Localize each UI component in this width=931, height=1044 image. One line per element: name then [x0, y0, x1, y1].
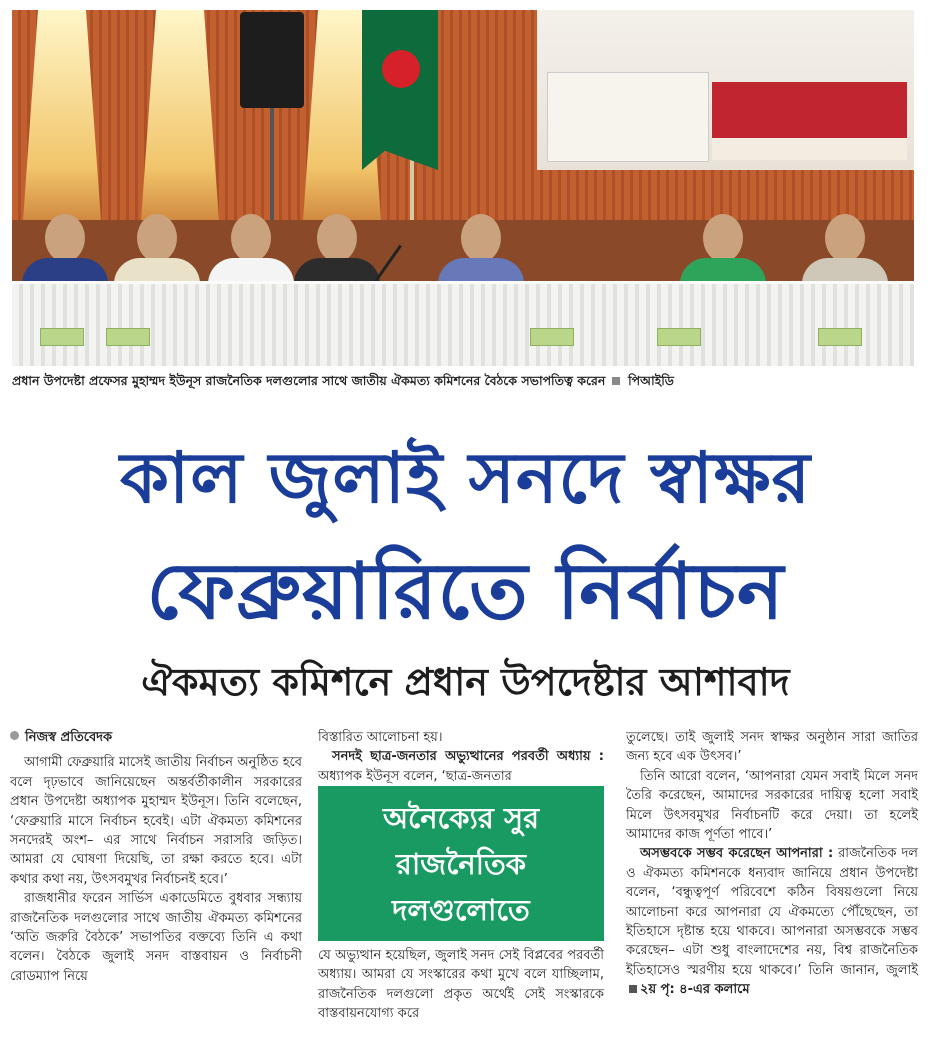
nameplate [40, 328, 84, 346]
headline-line-2: ফেব্রুয়ারিতে নির্বাচন [146, 547, 785, 637]
paragraph: বিস্তারিত আলোচনা হয়। [318, 730, 443, 745]
conference-table [12, 281, 914, 366]
speaker-stand [270, 108, 274, 228]
paragraph-text: অধ্যাপক ইউনূস বলেন, ‘ছাত্র-জনতার [318, 768, 512, 784]
jump-text: ২য় পৃ: ৪-এর কলামে [640, 982, 750, 998]
byline [10, 728, 302, 747]
square-bullet-icon [612, 377, 620, 385]
nameplate [530, 328, 574, 346]
square-bullet-icon [629, 985, 637, 993]
bangladesh-flag [362, 10, 438, 170]
headline-line-1: কাল জুলাই সনদে স্বাক্ষর [119, 437, 812, 519]
projection-screen [537, 10, 914, 170]
nameplate [106, 328, 150, 346]
nameplate [818, 328, 862, 346]
caption-text: প্রধান উপদেষ্টা প্রফেসর মুহাম্মদ ইউনূস রাজনৈতিক দলগুলোর সাথে জাতীয় ঐকমত্য কমিশনের বৈঠকে সভাপতিত্ব করেন [12, 373, 606, 388]
subhead: সনদই ছাত্র-জনতার অভ্যুত্থানের পরবর্তী অধ্যায় : [332, 749, 604, 765]
paragraph-with-subhead [626, 844, 918, 999]
paragraph: তুলেছে। তাই জুলাই সনদ স্বাক্ষর অনুষ্ঠান সারা জাতির জন্য হবে এক উৎসব।’ [626, 730, 918, 765]
article-column-2-bottom [318, 946, 604, 1024]
reporter-name: নিজস্ব প্রতিবেদক [25, 730, 113, 745]
paragraph-with-subhead [318, 747, 604, 786]
photo-credit: পিআইডি [628, 373, 674, 388]
news-photo [12, 10, 914, 366]
pull-quote-line: অনৈক্যের সুর [382, 800, 540, 835]
bullet-dot-icon [10, 731, 19, 740]
paragraph-text: রাজনৈতিক দল ও ঐকমত্য কমিশনকে ধন্যবাদ জানিয়ে প্রধান উপদেষ্টা বলেন, ‘বন্ধুত্বপূর্ণ পরিবেশে কঠিন বিষয়গুলো নিয়ে আলোচনা করে আপনারা যে ঐকমত্যে পৌঁছেছেন, তা ইতিহাসে দৃষ্টান্ত হয়ে থাকবে। আপনারা অসম্ভবকে সম্ভব করেছেন– এটা শুধু বাংলাদেশের নয়, বিশ্ব রাজনৈতিক ইতিহাসেও স্মরণীয় হয়ে থাকবে।’ তিনি জানান, জুলাই [626, 846, 918, 978]
article-column-2 [318, 728, 604, 786]
photo-caption [12, 373, 917, 393]
paragraph: রাজধানীর ফরেন সার্ভিস একাডেমিতে বুধবার সন্ধ্যায় রাজনৈতিক দলগুলোর সাথে জাতীয় ঐকমত্য কমিশনের ‘অতি জরুরি বৈঠকে’ সভাপতির বক্তব্যে তিনি এ কথা বলেন। বৈঠকে জুলাই সনদ বাস্তবায়ন ও নির্বাচনী রোডম্যাপ নিয়ে [10, 891, 302, 984]
pull-quote-line: দলগুলোতে [392, 892, 530, 927]
pull-quote [318, 786, 604, 941]
subheadline: ঐকমত্য কমিশনে প্রধান উপদেষ্টার আশাবাদ [141, 660, 790, 704]
paragraph: যে অভ্যুত্থান হয়েছিল, জুলাই সনদ সেই বিপ্লবের পরবর্তী অধ্যায়। আমরা যে সংস্কারের কথা মুখে বলে যাচ্ছিলাম, রাজনৈতিক দলগুলো প্রকৃত অর্থেই সেই সংস্কারকে বাস্তবায়নযোগ্য করে [318, 948, 604, 1022]
paragraph: তিনি আরো বলেন, ‘আপনারা যেমন সবাই মিলে সনদ তৈরি করেছেন, আমাদের সরকারের দায়িত্ব হলো সবাই মিলে উৎসবমুখর নির্বাচনটি করে দেয়া। তা হলেই আমাদের কাজ পূর্ণতা পাবে।’ [626, 768, 918, 843]
article-column-3 [626, 728, 918, 1000]
article-column-1 [10, 728, 302, 986]
paragraph: আগামী ফেব্রুয়ারি মাসেই জাতীয় নির্বাচন অনুষ্ঠিত হবে বলে দৃঢ়ভাবে জানিয়েছেন অন্তর্বর্তীকালীন সরকারের প্রধান উপদেষ্টা অধ্যাপক মুহাম্মদ ইউনূস। তিনি বলেছেন, ‘ফেব্রুয়ারি মাসে নির্বাচন হবেই। এটা ঐকমত্য কমিশনের সনদেরই অংশ– এর সাথে নির্বাচন সরাসরি জড়িত। আমরা যে ঘোষণা দিয়েছি, তা রক্ষা করতে হবে। এটা কথার কথা নয়, উৎসবমুখর নির্বাচনই হবে।’ [10, 755, 302, 887]
subhead: অসম্ভবকে সম্ভব করেছেন আপনারা : [640, 846, 834, 862]
pull-quote-line: রাজনৈতিক [395, 846, 527, 881]
loudspeaker [240, 12, 304, 108]
nameplate [657, 328, 701, 346]
continuation-jump [626, 982, 750, 997]
